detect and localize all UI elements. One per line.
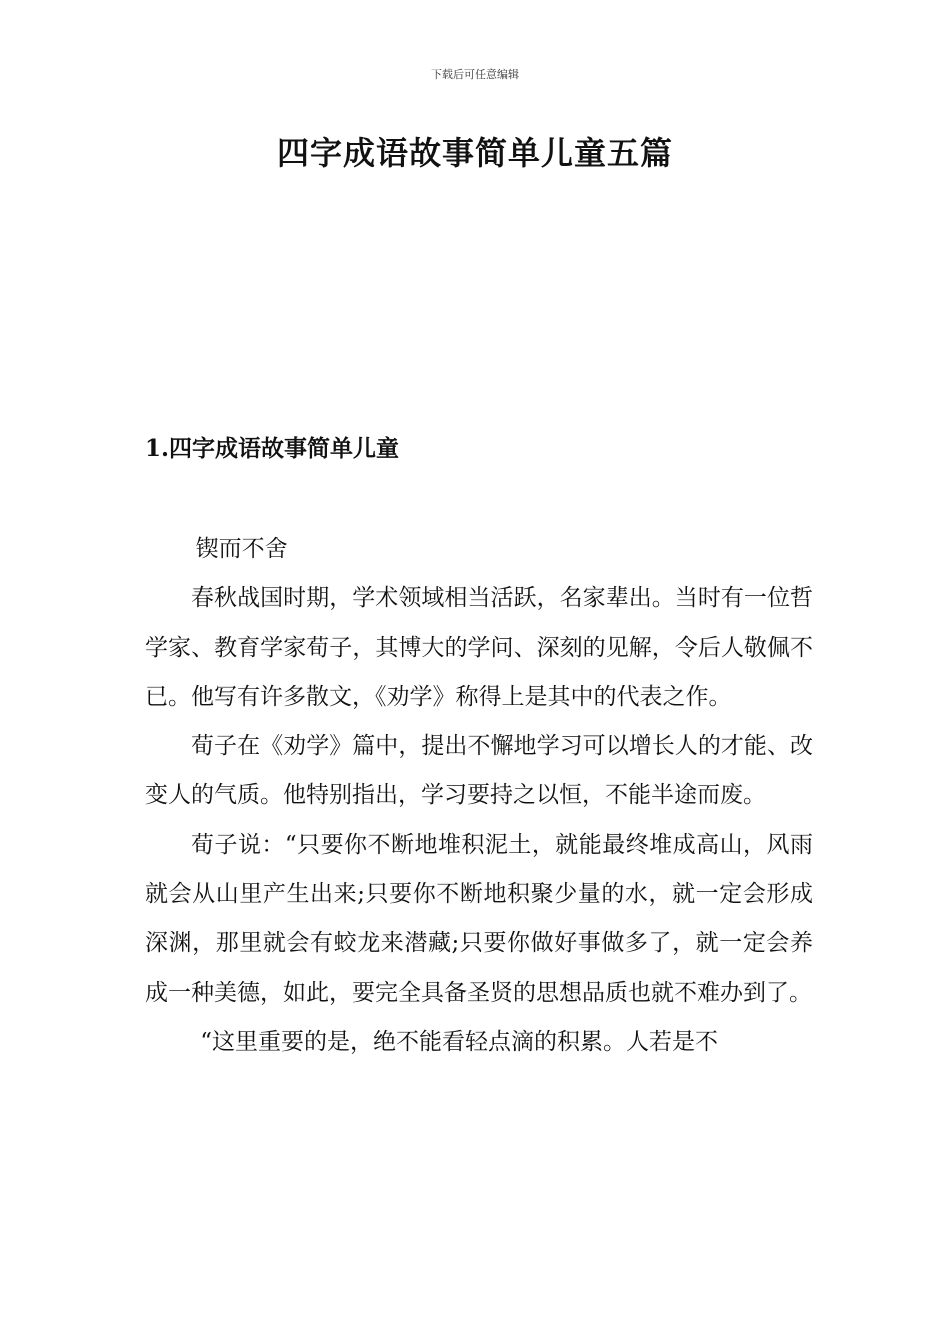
story-title: 锲而不舍 [195,536,288,562]
paragraph-4: “这里重要的是，绝不能看轻点滴的积累。人若是不 [200,1028,718,1055]
paragraph-2: 荀子在《劝学》篇中，提出不懈地学习可以增长人的才能、改变人的气质。他特别指出，学习要持之以恒，不能半途而废。 [145,733,813,809]
header-note: 下载后可任意编辑 [431,68,519,81]
paragraph-3: 荀子说：“只要你不断地堆积泥土，就能最终堆成高山，风雨就会从山里产生出来;只要你不断地积聚少量的水，就一定会形成深渊，那里就会有蛟龙来潜藏;只要你做好事做多了，就一定会养成一种美德，如此，要完全具备圣贤的思想品质也就不难办到了。 [145,831,813,1006]
story-body [145,525,813,1067]
document-title: 四字成语故事简单儿童五篇 [276,134,673,172]
paragraph-1: 春秋战国时期，学术领域相当活跃，名家辈出。当时有一位哲学家、教育学家荀子，其博大的学问、深刻的见解，令后人敬佩不已。他写有许多散文，《劝学》称得上是其中的代表之作。 [145,585,813,710]
section-heading: 1.四字成语故事简单儿童 [145,435,400,462]
